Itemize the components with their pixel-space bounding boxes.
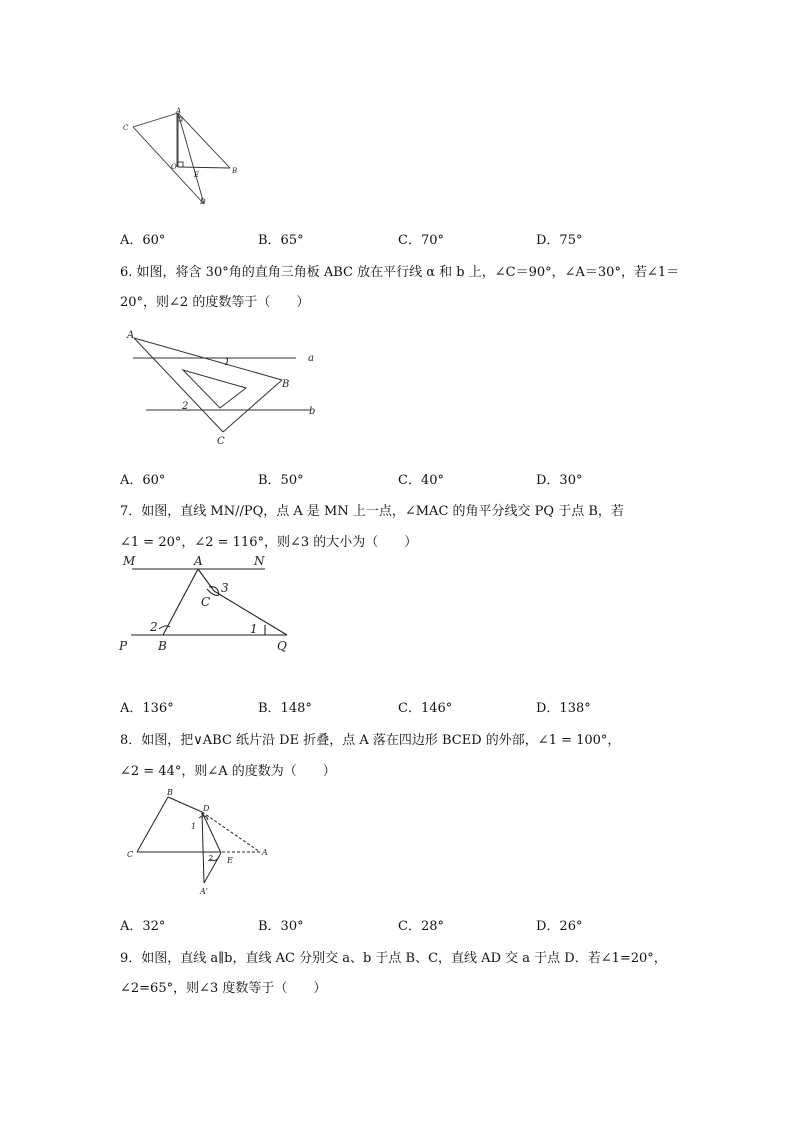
- q5-label-o: O: [171, 163, 177, 171]
- q6-figure: [118, 320, 338, 450]
- q5-option-d[interactable]: D．75°: [536, 233, 583, 248]
- q7-label-angle3: 3: [221, 581, 229, 595]
- q6-option-c[interactable]: C．40°: [398, 473, 444, 488]
- q6-option-d[interactable]: D．30°: [536, 473, 583, 488]
- q6-label-angle2: 2: [182, 401, 189, 412]
- q7-label-q: Q: [277, 639, 287, 653]
- q7-options: [120, 697, 680, 717]
- q5-label-e: E: [194, 171, 200, 179]
- q5-options: [120, 229, 680, 249]
- q8-label-angle2: 2: [208, 854, 214, 863]
- q6-label-b: B: [282, 379, 290, 390]
- q6-option-a[interactable]: A．60°: [120, 473, 166, 488]
- q8-label-a-prime: A': [200, 887, 208, 896]
- q6-label-a: A: [127, 330, 135, 341]
- q7-text-line1: 7．如图，直线 MN//PQ，点 A 是 MN 上一点，∠MAC 的角平分线交 PQ 于点 B，若: [120, 504, 624, 519]
- q6-option-b[interactable]: B．50°: [258, 473, 304, 488]
- q7-label-angle2: 2: [150, 620, 158, 634]
- q9-text-line1: 9．如图，直线 a∥b，直线 AC 分别交 a、b 于点 B、C，直线 AD 交 a 于点 D．若∠1=20°，: [120, 951, 667, 966]
- q8-options: [120, 915, 680, 935]
- q8-option-d[interactable]: D．26°: [536, 919, 583, 934]
- q6-label-line-b: b: [309, 406, 316, 417]
- q7-label-n: N: [254, 554, 265, 568]
- q8-label-b: B: [167, 788, 173, 797]
- q9-text-line2: ∠2=65°，则∠3 度数等于（ ）: [120, 981, 327, 996]
- q7-figure: [115, 553, 305, 655]
- q5-label-c: C: [123, 124, 129, 132]
- q8-option-a[interactable]: A．32°: [120, 919, 166, 934]
- q6-label-angle1: 1: [224, 357, 231, 368]
- q7-option-b[interactable]: B．148°: [258, 701, 312, 716]
- q8-text-line2: ∠2 = 44°，则∠A 的度数为（ ）: [120, 764, 336, 779]
- q7-label-p: P: [119, 639, 128, 653]
- q8-label-a: A: [262, 848, 268, 857]
- q6-text-line1: 6. 如图，将含 30°角的直角三角板 ABC 放在平行线 α 和 b 上，∠C＝90°，∠A＝30°，若∠1＝: [120, 265, 680, 280]
- q7-label-m: M: [123, 554, 136, 568]
- q8-figure: [120, 785, 280, 903]
- q5-option-c[interactable]: C．70°: [398, 233, 444, 248]
- q7-option-c[interactable]: C．146°: [398, 701, 453, 716]
- q8-label-e: E: [227, 856, 233, 865]
- q8-option-b[interactable]: B．30°: [258, 919, 304, 934]
- q7-label-b: B: [158, 639, 167, 653]
- q8-text-line1: 8．如图，把∨ABC 纸片沿 DE 折叠，点 A 落在四边形 BCED 的外部，∠1 = 100°，: [120, 733, 621, 748]
- q8-label-c: C: [127, 850, 134, 859]
- q6-options: [120, 469, 680, 489]
- q8-label-angle1: 1: [191, 822, 197, 831]
- q7-label-angle1: 1: [250, 622, 258, 636]
- q7-option-a[interactable]: A．136°: [120, 701, 174, 716]
- q8-option-c[interactable]: C．28°: [398, 919, 444, 934]
- q7-text-line2: ∠1 = 20°，∠2 = 116°，则∠3 的大小为（ ）: [120, 535, 418, 550]
- q6-text-line2: 20°，则∠2 的度数等于（ ）: [120, 295, 310, 310]
- q5-option-b[interactable]: B．65°: [258, 233, 304, 248]
- q6-label-line-a: a: [308, 353, 314, 364]
- q7-label-c: C: [201, 595, 211, 609]
- q5-label-d: D: [200, 198, 206, 206]
- q7-option-d[interactable]: D．138°: [536, 701, 591, 716]
- q6-label-c: C: [217, 436, 225, 447]
- q5-figure: [115, 105, 255, 210]
- q5-label-a: A: [176, 107, 182, 115]
- q5-label-b: B: [232, 167, 238, 175]
- q5-option-a[interactable]: A．60°: [120, 233, 166, 248]
- q7-label-a: A: [194, 554, 203, 568]
- q8-label-d: D: [203, 804, 210, 813]
